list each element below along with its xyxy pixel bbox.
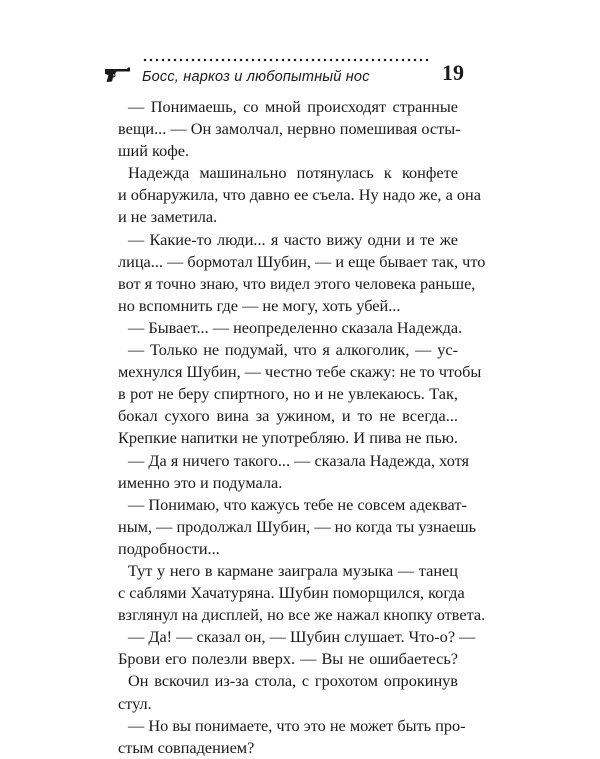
- running-title: Босс, наркоз и любопытный нос: [142, 69, 370, 85]
- text-line: вещи... — Он замолчал, нервно помешивая осты-: [118, 119, 461, 139]
- text-line: — Понимаешь, со мной происходят странные: [128, 97, 458, 116]
- text-line: — Только не подумай, что я алкоголик, — ус-: [128, 340, 458, 360]
- text-line: подробности...: [118, 538, 220, 558]
- text-line: ший кофе.: [118, 141, 190, 161]
- text-line: — Бывает... — неопределенно сказала Надежда.: [128, 317, 463, 337]
- text-line: лица... — бормотал Шубин, — и еще бывает так, что: [118, 251, 486, 271]
- text-line: ным, — продолжал Шубин, — но когда ты узнаешь: [118, 516, 477, 536]
- text-line: Брови его полезли вверх. — Вы не ошибаетесь?: [118, 649, 458, 669]
- running-header: [104, 54, 468, 94]
- text-line: вот я точно знаю, что видел этого человека раньше,: [118, 273, 476, 293]
- text-line: Он вскочил из-за стола, с грохотом опрокинув: [128, 671, 458, 691]
- text-line: бокал сухого вина за ужином, и то не всегда...: [118, 406, 458, 426]
- text-line: и обнаружила, что давно ее съела. Ну надо же, а она: [118, 185, 481, 205]
- text-line: — Но вы понимаете, что это не может быть про-: [128, 715, 466, 735]
- text-line: в рот не беру спиртного, но и не увлекаюсь. Так,: [118, 384, 458, 404]
- text-line: взглянул на дисплей, но все же нажал кнопку ответа.: [118, 605, 486, 625]
- text-line: — Какие-то люди... я часто вижу одни и те же: [128, 229, 458, 249]
- text-line: стым совпадением?: [118, 737, 255, 757]
- revolver-icon: [104, 66, 132, 84]
- text-line: стул.: [118, 693, 152, 713]
- text-line: и не заметила.: [118, 207, 218, 227]
- page-number: 19: [442, 60, 464, 85]
- text-line: — Понимаю, что кажусь тебе не совсем адекват-: [128, 494, 467, 514]
- text-line: — Да я ничего такого... — сказала Надежда, хотя: [128, 450, 470, 470]
- text-line: Крепкие напитки не употребляю. И пива не пью.: [118, 428, 458, 448]
- body-text: [118, 96, 486, 759]
- text-line: Тут у него в кармане заиграла музыка — танец: [128, 560, 458, 580]
- text-line: мехнулся Шубин, — честно тебе скажу: не то чтобы: [118, 362, 482, 382]
- text-line: но вспомнить где — не могу, хоть убей...: [118, 295, 401, 315]
- text-line: именно это и подумала.: [118, 472, 283, 492]
- text-line: — Да! — сказал он, — Шубин слушает. Что-о? —: [128, 627, 476, 647]
- text-line: Надежда машинально потянулась к конфете: [128, 163, 458, 183]
- dotted-rule: [142, 58, 430, 62]
- text-line: с саблями Хачатуряна. Шубин поморщился, когда: [118, 583, 465, 603]
